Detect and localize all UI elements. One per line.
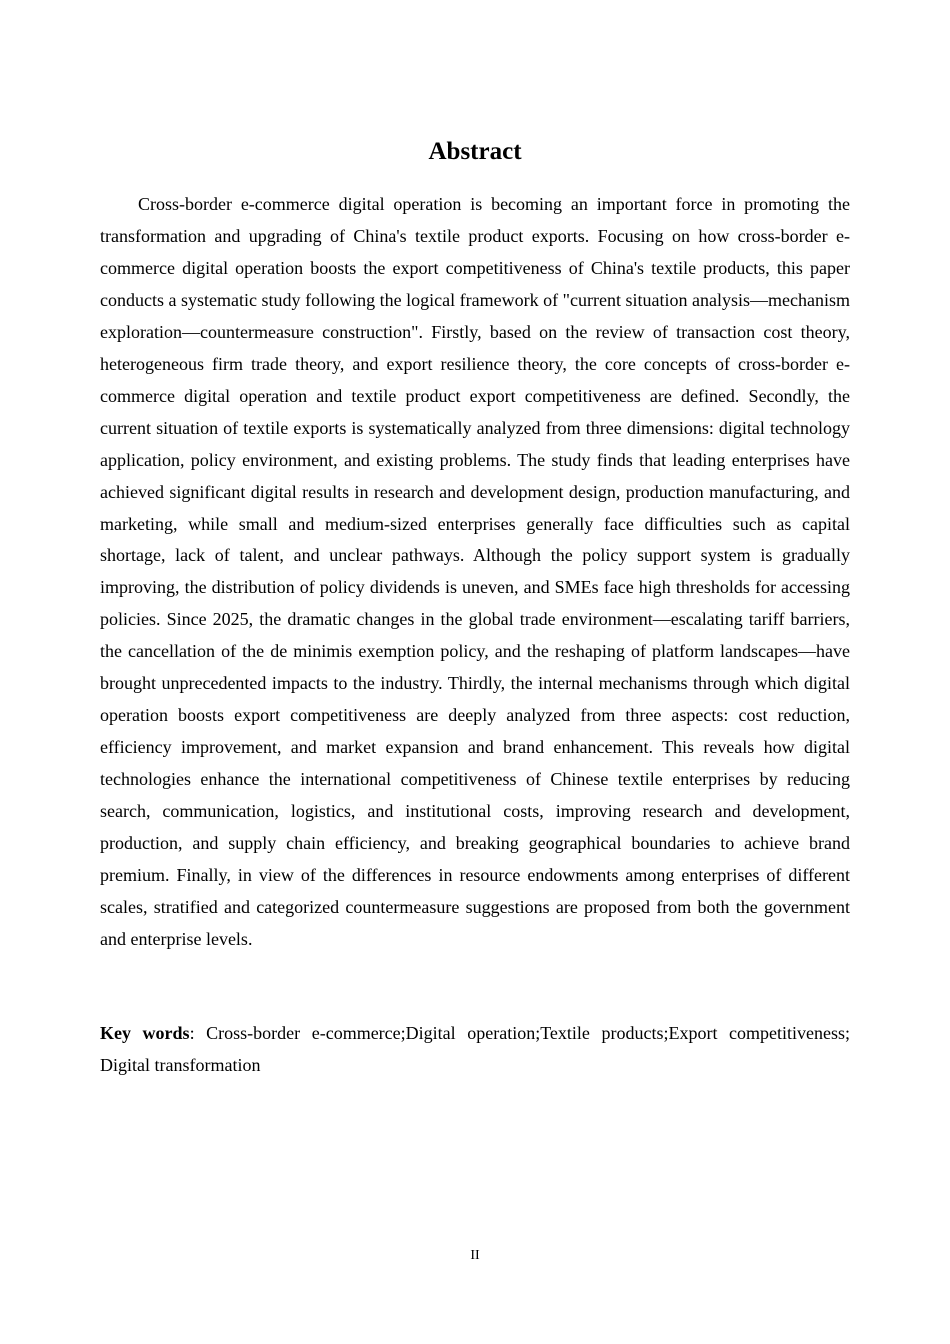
- abstract-title: Abstract: [428, 138, 522, 165]
- keywords-line: [100, 1018, 850, 1082]
- keywords-separator: :: [189, 1023, 195, 1043]
- abstract-paragraph: Cross-border e-commerce digital operation is becoming an important force in promoting the transformation and upgrading of China's textile product exports. Focusing on how cross-border e-commerce digital operation boosts the export competitiveness of China's textile products, this paper conducts a systematic study following the logical framework of "current situation analysis—mechanism exploration—countermeasure construction". Firstly, based on the review of transaction cost theory, heterogeneous firm trade theory, and export resilience theory, the core concepts of cross-border e-commerce digital operation and textile product export competitiveness are defined. Secondly, the current situation of textile exports is systematically analyzed from three dimensions: digital technology application, policy environment, and existing problems. The study finds that leading enterprises have achieved significant digital results in research and development design, production manufacturing, and marketing, while small and medium-sized enterprises generally face difficulties such as capital shortage, lack of talent, and unclear pathways. Although the policy support system is gradually improving, the distribution of policy dividends is uneven, and SMEs face high thresholds for accessing policies. Since 2025, the dramatic changes in the global trade environment—escalating tariff barriers, the cancellation of the de minimis exemption policy, and the reshaping of platform landscapes—have brought unprecedented impacts to the industry. Thirdly, the internal mechanisms through which digital operation boosts export competitiveness are deeply analyzed from three aspects: cost reduction, efficiency improvement, and market expansion and brand enhancement. This reveals how digital technologies enhance the international competitiveness of Chinese textile enterprises by reducing search, communication, logistics, and institutional costs, improving research and development, production, and supply chain efficiency, and breaking geographical boundaries to achieve brand premium. Finally, in view of the differences in resource endowments among enterprises of different scales, stratified and categorized countermeasure suggestions are proposed from both the government and enterprise levels.: [100, 194, 850, 949]
- page-number: II: [470, 1248, 480, 1263]
- keywords-label: Key words: [100, 1023, 190, 1043]
- keywords-text: Cross-border e-commerce;Digital operation;Textile products;Export competitiveness; Digital transformation: [100, 1023, 851, 1075]
